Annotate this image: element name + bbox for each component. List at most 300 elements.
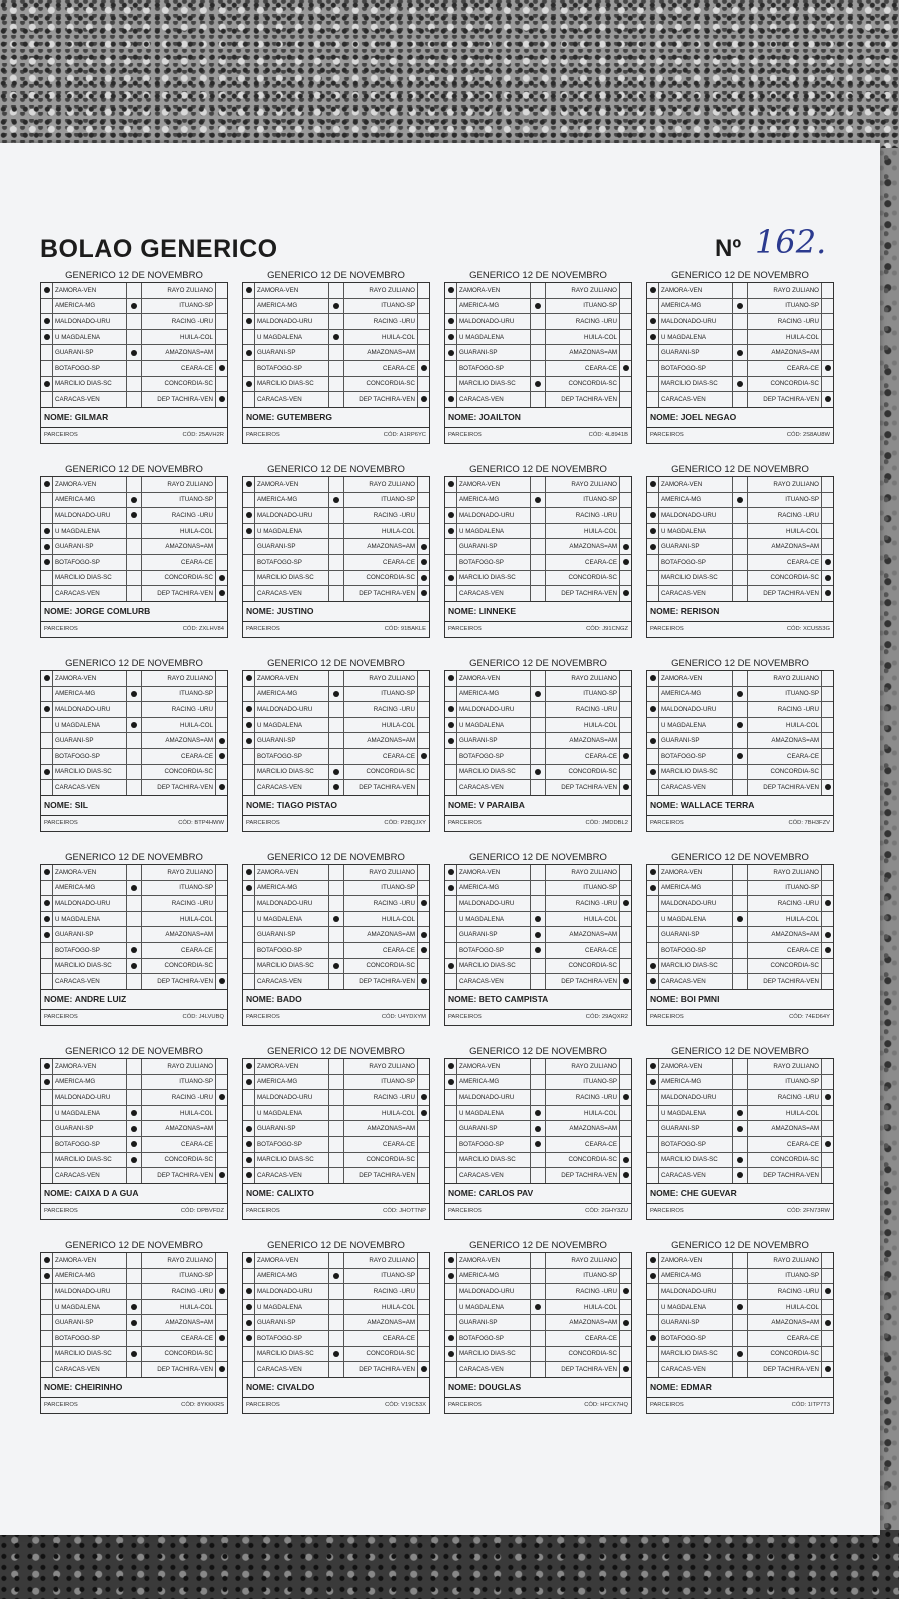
away-team: CONCORDIA-SC xyxy=(164,574,213,582)
match-row xyxy=(243,1075,429,1091)
pick-mark xyxy=(535,303,541,309)
pick-mark xyxy=(421,978,427,984)
away-team: ITUANO-SP xyxy=(179,1272,213,1280)
pick-cell xyxy=(821,702,833,717)
pick-mark xyxy=(246,350,252,356)
pick-cell xyxy=(445,1168,457,1183)
pick-cell xyxy=(329,314,344,329)
away-team: CEARA-CE xyxy=(383,752,415,760)
away-team: HUILA-COL xyxy=(179,333,213,341)
pick-cell xyxy=(41,477,53,492)
pick-cell xyxy=(445,749,457,764)
pick-cell xyxy=(243,1137,255,1152)
pick-cell xyxy=(329,927,344,942)
match-row xyxy=(647,1153,833,1169)
player-name: JUSTINO xyxy=(276,606,314,617)
away-team: CEARA-CE xyxy=(585,752,617,760)
pick-cell xyxy=(417,780,429,795)
pick-mark xyxy=(650,706,656,712)
match-row xyxy=(445,299,631,315)
pick-mark xyxy=(825,396,831,402)
match-row xyxy=(243,508,429,524)
pick-cell xyxy=(531,571,546,586)
match-row xyxy=(647,493,833,509)
pick-mark xyxy=(650,512,656,518)
match-row xyxy=(243,314,429,330)
pick-mark xyxy=(448,1257,454,1263)
away-team: DEP TACHIRA-VEN xyxy=(157,977,213,985)
away-team: RAYO ZULIANO xyxy=(167,480,213,488)
pick-mark xyxy=(421,753,427,759)
pick-cell xyxy=(821,1347,833,1362)
pick-cell xyxy=(329,959,344,974)
bet-card xyxy=(444,657,632,832)
pick-cell xyxy=(417,749,429,764)
pick-mark xyxy=(219,1288,225,1294)
name-label: NOME: xyxy=(246,1188,277,1199)
pick-cell xyxy=(417,733,429,748)
player-name: CIVALDO xyxy=(276,1382,315,1393)
away-team: RAYO ZULIANO xyxy=(571,1256,617,1264)
partners-label: PARCEIROS xyxy=(448,1208,482,1215)
partners-label: PARCEIROS xyxy=(448,1402,482,1409)
away-team: RAYO ZULIANO xyxy=(369,480,415,488)
pick-cell xyxy=(215,1090,227,1105)
away-team: CEARA-CE xyxy=(383,946,415,954)
away-team: RACING -URU xyxy=(171,511,213,519)
pick-mark xyxy=(219,978,225,984)
pick-mark xyxy=(246,1335,252,1341)
player-name: GUTEMBERG xyxy=(276,412,332,423)
pick-cell xyxy=(619,1347,631,1362)
pick-cell xyxy=(733,1059,748,1074)
match-row xyxy=(41,912,227,928)
partners-label: PARCEIROS xyxy=(44,1208,78,1215)
pick-cell xyxy=(733,330,748,345)
pick-cell xyxy=(329,1284,344,1299)
away-team: RACING -URU xyxy=(575,1287,617,1295)
home-team: ZAMORA-VEN xyxy=(53,1253,127,1268)
pick-mark xyxy=(825,1366,831,1372)
match-row xyxy=(647,299,833,315)
home-team: BOTAFOGO-SP xyxy=(659,1331,733,1346)
match-grid xyxy=(40,670,228,796)
pick-cell xyxy=(647,896,659,911)
pick-mark xyxy=(44,932,50,938)
pick-cell xyxy=(41,1121,53,1136)
home-team: ZAMORA-VEN xyxy=(255,1253,329,1268)
pick-cell xyxy=(41,508,53,523)
pick-cell xyxy=(531,1075,546,1090)
pick-cell xyxy=(647,780,659,795)
away-team: RAYO ZULIANO xyxy=(773,1062,819,1070)
away-team: AMAZONAS=AM xyxy=(569,1125,617,1133)
home-team: BOTAFOGO-SP xyxy=(659,555,733,570)
home-team: BOTAFOGO-SP xyxy=(53,361,127,376)
pick-mark xyxy=(333,963,339,969)
match-grid xyxy=(444,1058,632,1184)
away-team: DEP TACHIRA-VEN xyxy=(561,977,617,985)
code-label: CÓD: xyxy=(383,432,400,439)
home-team: CARACAS-VEN xyxy=(255,974,329,989)
pick-mark xyxy=(246,1063,252,1069)
pick-mark xyxy=(535,769,541,775)
pick-cell xyxy=(619,1121,631,1136)
player-name: LINNEKE xyxy=(478,606,517,617)
pick-cell xyxy=(445,477,457,492)
pick-mark xyxy=(448,528,454,534)
pick-cell xyxy=(243,1168,255,1183)
away-team: DEP TACHIRA-VEN xyxy=(763,395,819,403)
pick-cell xyxy=(733,1137,748,1152)
away-team: HUILA-COL xyxy=(785,333,819,341)
partners-label: PARCEIROS xyxy=(246,1208,280,1215)
code-label: CÓD: xyxy=(786,626,803,633)
home-team: GUARANI-SP xyxy=(659,733,733,748)
pick-mark xyxy=(421,590,427,596)
pick-cell xyxy=(417,314,429,329)
partners-label: PARCEIROS xyxy=(44,1402,78,1409)
match-row xyxy=(445,702,631,718)
pick-cell xyxy=(417,1106,429,1121)
match-row xyxy=(647,1253,833,1269)
pick-mark xyxy=(131,1141,137,1147)
home-team: BOTAFOGO-SP xyxy=(53,943,127,958)
player-name: DOUGLAS xyxy=(478,1382,522,1393)
name-label: NOME: xyxy=(448,1188,479,1199)
code-wrap xyxy=(589,432,628,438)
pick-cell xyxy=(127,959,142,974)
home-team: U MAGDALENA xyxy=(659,718,733,733)
home-team: GUARANI-SP xyxy=(457,1121,531,1136)
pick-cell xyxy=(531,1253,546,1268)
pick-mark xyxy=(131,722,137,728)
match-row xyxy=(41,1315,227,1331)
pick-mark xyxy=(219,396,225,402)
pick-cell xyxy=(647,330,659,345)
away-team: RACING -URU xyxy=(171,899,213,907)
pick-mark xyxy=(623,1157,629,1163)
pick-cell xyxy=(647,687,659,702)
pick-cell xyxy=(329,1075,344,1090)
pick-cell xyxy=(41,314,53,329)
away-team: HUILA-COL xyxy=(785,1303,819,1311)
away-team: RACING -URU xyxy=(575,317,617,325)
home-team: GUARANI-SP xyxy=(457,1315,531,1330)
pick-cell xyxy=(647,881,659,896)
pick-cell xyxy=(417,974,429,989)
code-label: CÓD: xyxy=(178,820,195,827)
away-team: HUILA-COL xyxy=(179,915,213,923)
away-team: RACING -URU xyxy=(171,705,213,713)
home-team: CARACAS-VEN xyxy=(457,1362,531,1377)
home-team: GUARANI-SP xyxy=(659,539,733,554)
player-name-row xyxy=(242,1378,430,1398)
pick-cell xyxy=(647,927,659,942)
home-team: MARCILIO DIAS-SC xyxy=(457,377,531,392)
home-team: CARACAS-VEN xyxy=(53,392,127,407)
pick-mark xyxy=(448,1063,454,1069)
code-wrap xyxy=(181,1402,224,1408)
pick-cell xyxy=(531,1106,546,1121)
pick-cell xyxy=(619,765,631,780)
home-team: AMERICA-MG xyxy=(53,881,127,896)
away-team: AMAZONAS=AM xyxy=(569,737,617,745)
pick-cell xyxy=(329,671,344,686)
pick-mark xyxy=(131,947,137,953)
match-row xyxy=(445,330,631,346)
away-team: AMAZONAS=AM xyxy=(771,1125,819,1133)
pick-cell xyxy=(733,1106,748,1121)
partners-label: PARCEIROS xyxy=(246,1402,280,1409)
away-team: RACING -URU xyxy=(777,317,819,325)
away-team: ITUANO-SP xyxy=(179,884,213,892)
pick-cell xyxy=(821,1106,833,1121)
match-row xyxy=(445,1347,631,1363)
pick-cell xyxy=(619,671,631,686)
card-code: J91CNGZ xyxy=(602,626,628,633)
home-team: U MAGDALENA xyxy=(255,330,329,345)
home-team: U MAGDALENA xyxy=(659,912,733,927)
pick-cell xyxy=(619,1362,631,1377)
pick-mark xyxy=(333,916,339,922)
away-team: HUILA-COL xyxy=(381,1109,415,1117)
pick-cell xyxy=(127,345,142,360)
match-row xyxy=(445,555,631,571)
match-row xyxy=(243,1331,429,1347)
pick-mark xyxy=(448,706,454,712)
home-team: AMERICA-MG xyxy=(255,1075,329,1090)
home-team: ZAMORA-VEN xyxy=(457,865,531,880)
match-row xyxy=(243,718,429,734)
pick-cell xyxy=(417,1362,429,1377)
pick-mark xyxy=(219,590,225,596)
home-team: BOTAFOGO-SP xyxy=(457,555,531,570)
card-footer xyxy=(444,1010,632,1026)
partners-label: PARCEIROS xyxy=(44,820,78,827)
home-team: ZAMORA-VEN xyxy=(53,671,127,686)
pick-mark xyxy=(448,869,454,875)
match-row xyxy=(41,943,227,959)
pick-cell xyxy=(215,912,227,927)
pick-mark xyxy=(131,1320,137,1326)
player-name: EDMAR xyxy=(680,1382,712,1393)
pick-cell xyxy=(531,749,546,764)
pick-cell xyxy=(619,1300,631,1315)
pick-cell xyxy=(41,896,53,911)
match-row xyxy=(243,1168,429,1183)
pick-cell xyxy=(417,539,429,554)
pick-cell xyxy=(243,539,255,554)
pick-cell xyxy=(127,1331,142,1346)
away-team: RACING -URU xyxy=(171,317,213,325)
pick-cell xyxy=(243,1347,255,1362)
pick-mark xyxy=(246,287,252,293)
away-team: ITUANO-SP xyxy=(179,690,213,698)
pick-cell xyxy=(531,1315,546,1330)
player-name: SIL xyxy=(74,800,88,811)
player-name-row xyxy=(242,602,430,622)
card-title: GENERICO 12 DE NOVEMBRO xyxy=(267,852,405,863)
bet-card xyxy=(40,463,228,638)
away-team: RACING -URU xyxy=(373,899,415,907)
home-team: ZAMORA-VEN xyxy=(659,671,733,686)
bet-card xyxy=(40,657,228,832)
home-team: GUARANI-SP xyxy=(53,927,127,942)
pick-cell xyxy=(41,586,53,601)
pick-mark xyxy=(448,481,454,487)
away-team: HUILA-COL xyxy=(583,721,617,729)
code-wrap xyxy=(384,432,426,438)
home-team: MALDONADO-URU xyxy=(53,314,127,329)
pick-cell xyxy=(41,943,53,958)
pick-mark xyxy=(535,381,541,387)
bet-card xyxy=(646,269,834,444)
away-team: CEARA-CE xyxy=(383,558,415,566)
name-label: NOME: xyxy=(44,412,75,423)
pick-cell xyxy=(445,377,457,392)
pick-mark xyxy=(448,318,454,324)
pick-cell xyxy=(445,1284,457,1299)
card-title: GENERICO 12 DE NOVEMBRO xyxy=(469,1240,607,1251)
match-row xyxy=(445,1137,631,1153)
pick-cell xyxy=(243,1075,255,1090)
home-team: MARCILIO DIAS-SC xyxy=(255,571,329,586)
match-row xyxy=(647,733,833,749)
pick-cell xyxy=(41,1075,53,1090)
pick-mark xyxy=(131,1157,137,1163)
bet-card xyxy=(646,1045,834,1220)
player-name-row xyxy=(646,408,834,428)
match-row xyxy=(243,671,429,687)
pick-cell xyxy=(243,493,255,508)
away-team: DEP TACHIRA-VEN xyxy=(561,1171,617,1179)
card-footer xyxy=(444,622,632,638)
pick-cell xyxy=(445,283,457,298)
home-team: U MAGDALENA xyxy=(659,330,733,345)
pick-cell xyxy=(329,912,344,927)
pick-mark xyxy=(44,675,50,681)
pick-mark xyxy=(421,365,427,371)
pick-cell xyxy=(733,927,748,942)
pick-mark xyxy=(421,1110,427,1116)
pick-cell xyxy=(445,299,457,314)
pick-cell xyxy=(619,1153,631,1168)
code-label: CÓD: xyxy=(584,1402,601,1409)
pick-mark xyxy=(246,885,252,891)
pick-cell xyxy=(127,1106,142,1121)
away-team: RAYO ZULIANO xyxy=(369,1062,415,1070)
home-team: MALDONADO-URU xyxy=(659,508,733,523)
away-team: CONCORDIA-SC xyxy=(164,1156,213,1164)
pick-cell xyxy=(127,749,142,764)
pick-cell xyxy=(531,345,546,360)
pick-cell xyxy=(329,377,344,392)
match-row xyxy=(41,1362,227,1377)
match-grid xyxy=(646,864,834,990)
match-row xyxy=(647,671,833,687)
pick-cell xyxy=(733,765,748,780)
home-team: AMERICA-MG xyxy=(457,687,531,702)
pick-cell xyxy=(127,1269,142,1284)
pick-mark xyxy=(131,691,137,697)
player-name-row xyxy=(444,602,632,622)
pick-cell xyxy=(647,702,659,717)
pick-cell xyxy=(127,733,142,748)
away-team: DEP TACHIRA-VEN xyxy=(157,1171,213,1179)
match-row xyxy=(445,524,631,540)
pick-cell xyxy=(41,912,53,927)
pick-mark xyxy=(421,396,427,402)
pick-cell xyxy=(243,283,255,298)
home-team: AMERICA-MG xyxy=(659,1075,733,1090)
pick-cell xyxy=(215,314,227,329)
pick-cell xyxy=(821,959,833,974)
pick-cell xyxy=(445,1075,457,1090)
pick-cell xyxy=(445,1315,457,1330)
match-row xyxy=(41,299,227,315)
pick-cell xyxy=(41,1269,53,1284)
code-wrap xyxy=(788,820,830,826)
partners-label: PARCEIROS xyxy=(650,432,684,439)
pick-cell xyxy=(127,1168,142,1183)
pick-cell xyxy=(445,780,457,795)
pick-cell xyxy=(821,1253,833,1268)
away-team: DEP TACHIRA-VEN xyxy=(359,1171,415,1179)
pick-mark xyxy=(650,334,656,340)
pick-cell xyxy=(127,1347,142,1362)
home-team: MARCILIO DIAS-SC xyxy=(255,1347,329,1362)
match-row xyxy=(445,314,631,330)
partners-label: PARCEIROS xyxy=(650,1208,684,1215)
match-row xyxy=(243,1090,429,1106)
match-row xyxy=(647,377,833,393)
pick-cell xyxy=(733,1253,748,1268)
pick-cell xyxy=(531,687,546,702)
card-footer xyxy=(40,1204,228,1220)
pick-cell xyxy=(41,1137,53,1152)
pick-cell xyxy=(215,555,227,570)
away-team: RAYO ZULIANO xyxy=(369,868,415,876)
pick-cell xyxy=(445,345,457,360)
home-team: MALDONADO-URU xyxy=(659,1284,733,1299)
pick-cell xyxy=(41,1331,53,1346)
pick-cell xyxy=(417,1347,429,1362)
pick-cell xyxy=(733,780,748,795)
pick-cell xyxy=(41,555,53,570)
home-team: AMERICA-MG xyxy=(255,881,329,896)
match-row xyxy=(41,555,227,571)
code-wrap xyxy=(787,1208,830,1214)
pick-cell xyxy=(215,345,227,360)
code-label: CÓD: xyxy=(585,1014,602,1021)
home-team: GUARANI-SP xyxy=(659,927,733,942)
pick-cell xyxy=(243,1315,255,1330)
match-row xyxy=(445,1121,631,1137)
pick-cell xyxy=(445,881,457,896)
match-row xyxy=(243,1059,429,1075)
match-row xyxy=(41,765,227,781)
match-row xyxy=(445,974,631,989)
pick-cell xyxy=(417,392,429,407)
card-code: U4YDXYM xyxy=(397,1014,426,1021)
away-team: AMAZONAS=AM xyxy=(367,1125,415,1133)
pick-cell xyxy=(733,912,748,927)
away-team: CEARA-CE xyxy=(181,364,213,372)
away-team: CEARA-CE xyxy=(787,752,819,760)
away-team: DEP TACHIRA-VEN xyxy=(157,589,213,597)
pick-cell xyxy=(417,718,429,733)
